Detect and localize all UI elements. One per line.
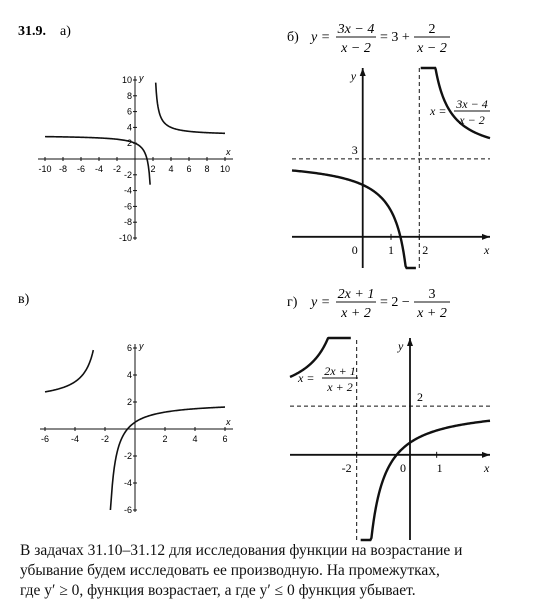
chart-g-x-axis-label: x	[484, 460, 490, 475]
chart-v-y-axis-label: y	[139, 341, 144, 351]
chart-a-curve-right	[156, 83, 225, 134]
chart-v-y-tick-label: 6	[126, 343, 132, 353]
equation-g-mid: = 2 −	[380, 295, 410, 310]
equation-b-mid: = 3 +	[380, 30, 410, 45]
chart-v-y-tick-label: -2	[123, 451, 132, 461]
equation-b-den2: x − 2	[417, 41, 447, 56]
chart-b-y-axis-label: y	[350, 69, 357, 83]
equation-g-den1: x + 2	[341, 306, 371, 321]
footer-line-3: где y′ ≥ 0, функция возрастает, а где y′ ≤ 0 функция убывает.	[20, 582, 416, 599]
chart-b-y-tick-label: 3	[351, 142, 358, 157]
chart-a-y-tick-label: 10	[121, 75, 132, 85]
equation-g-letter: г)	[287, 295, 298, 310]
chart-b-x-tick-label: 0	[351, 242, 358, 257]
equation-g-num2: 3	[428, 287, 436, 302]
chart-a-y-axis-label: y	[139, 73, 144, 83]
equation-b-lhs: y =	[311, 30, 331, 45]
chart-a-x-tick-label: 8	[204, 164, 210, 174]
footer-line-2: убывание будем исследовать ее производную. На промежутках,	[20, 562, 440, 579]
equation-g-lhs: y =	[311, 295, 331, 310]
chart-a-y-tick-label: 8	[126, 90, 132, 101]
chart-v-x-tick-label: 6	[222, 434, 228, 444]
chart-g-x-tick-label: -2	[341, 460, 352, 475]
chart-b	[292, 68, 490, 268]
chart-a-y-tick-label: -10	[118, 233, 132, 243]
chart-a-curve-left	[45, 137, 150, 185]
chart-a-x-tick-label: -6	[76, 164, 86, 174]
chart-g-y-axis-label: y	[398, 339, 404, 353]
chart-a-x-axis-label: x	[226, 147, 231, 157]
equation-b-num1: 3x − 4	[337, 22, 375, 37]
chart-a-x-tick-label: 4	[168, 164, 174, 174]
chart-v-y-tick-label: -4	[123, 478, 132, 488]
chart-a-x-tick-label: 6	[186, 164, 192, 174]
chart-a-y-tick-label: 4	[126, 122, 132, 133]
chart-v	[40, 341, 233, 515]
equation-b-num2: 2	[428, 22, 436, 37]
equation-b	[287, 22, 450, 56]
chart-g-curve-label-lhs: x =	[298, 371, 315, 385]
chart-b-curve-label-num: 3x − 4	[456, 97, 488, 111]
chart-a-x-tick-label: 2	[150, 164, 156, 174]
chart-v-x-tick-label: -6	[40, 434, 50, 444]
chart-g-x-tick-label: 1	[436, 460, 443, 475]
chart-b-x-tick-label: 2	[422, 242, 429, 257]
chart-a-y-tick-label: 2	[126, 138, 132, 149]
chart-g	[290, 338, 490, 540]
problem-number: 31.9.	[18, 24, 46, 39]
chart-g-x-arrow	[482, 452, 490, 458]
chart-g-curve-right	[361, 421, 490, 540]
part-v-label: в)	[18, 292, 30, 307]
chart-g-curve-label-num: 2x + 1	[324, 364, 356, 378]
chart-a-y-tick-label: -8	[123, 217, 132, 228]
equation-g-num1: 2x + 1	[337, 287, 375, 302]
chart-a-x-tick-label: -2	[112, 164, 122, 174]
chart-v-x-tick-label: -4	[70, 434, 80, 444]
chart-a-x-tick-label: -10	[38, 164, 52, 174]
chart-b-x-arrow	[482, 234, 490, 240]
part-a-label: а)	[60, 24, 71, 39]
chart-v-y-tick-label: 4	[126, 370, 132, 380]
chart-b-curve-label-lhs: x =	[430, 104, 447, 118]
chart-a-x-tick-label: -8	[58, 164, 68, 174]
chart-a-y-tick-label: -2	[123, 169, 132, 180]
chart-v-curve-left	[45, 350, 93, 392]
chart-a-y-tick-label: -6	[123, 201, 132, 212]
chart-b-y-arrow	[360, 68, 366, 76]
chart-a-y-tick-label: -4	[123, 185, 132, 196]
equation-b-letter: б)	[287, 30, 299, 45]
equation-b-den1: x − 2	[341, 41, 371, 56]
chart-b-x-axis-label: x	[484, 242, 490, 257]
chart-v-x-tick-label: -2	[100, 434, 110, 444]
chart-v-y-tick-label: -6	[123, 505, 132, 515]
chart-g-x-tick-label: 0	[400, 460, 406, 475]
chart-g-curve-label-den: x + 2	[327, 380, 353, 394]
chart-a-x-tick-label: -4	[94, 164, 104, 174]
chart-a	[38, 73, 233, 243]
chart-a-x-tick-label: 10	[219, 164, 231, 174]
footer-text	[20, 541, 535, 601]
chart-v-x-axis-label: x	[226, 417, 231, 427]
chart-a-y-tick-label: 6	[126, 106, 132, 117]
chart-v-y-tick-label: 2	[126, 397, 132, 407]
equation-g-den2: x + 2	[417, 306, 447, 321]
chart-v-x-tick-label: 4	[192, 434, 198, 444]
footer-line-1: В задачах 31.10–31.12 для исследования функции на возрастание и	[20, 542, 463, 559]
chart-b-curve-label-den: x − 2	[459, 113, 485, 127]
equation-g	[287, 287, 450, 321]
chart-b-x-tick-label: 1	[388, 242, 394, 257]
chart-g-y-tick-label: 2	[417, 390, 423, 405]
chart-v-x-tick-label: 2	[162, 434, 168, 444]
chart-g-y-arrow	[407, 338, 413, 346]
